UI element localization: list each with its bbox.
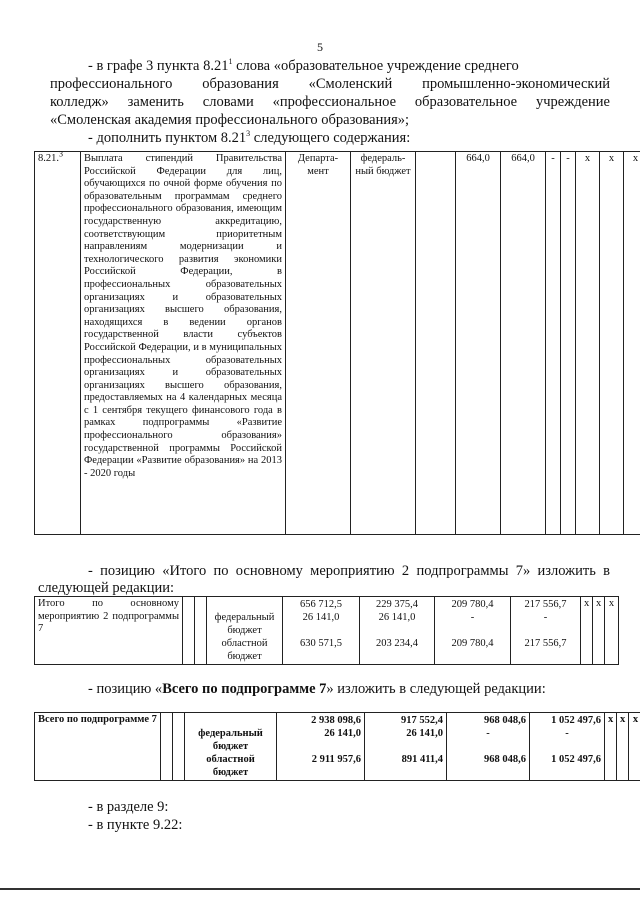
position2-caption-a: - позицию «Итого по основному мероприятию 2 подпрограммы 7» изложить в [88, 563, 610, 579]
total-sources [207, 597, 283, 665]
year2-federal: - [470, 612, 475, 623]
intro-line-4: «Смоленская академия профессионального образования»; [50, 112, 410, 128]
table-item-8-21-3 [34, 151, 640, 535]
intro-line-2: профессионального образования «Смоленский промышленно-экономический [50, 76, 610, 92]
total-all: 656 712,5 [300, 599, 342, 610]
year1-amounts [360, 597, 435, 665]
empty-cell [161, 713, 173, 781]
year2-amounts [435, 597, 511, 665]
empty-cell [173, 713, 185, 781]
position3-caption-c: » изложить в следующей редакции: [326, 681, 546, 697]
footer-line-section-9: - в разделе 9: [88, 799, 169, 815]
item-source: федераль-ный бюджет [351, 152, 416, 535]
intro-line-5 [88, 130, 410, 147]
grand-year3-all: 1 052 497,6 [551, 715, 601, 726]
year3-regional: 217 556,7 [524, 638, 567, 649]
intro-line-5-start: - дополнить пунктом 8.21 [88, 130, 247, 146]
year3-all: 217 556,7 [524, 599, 567, 610]
total-federal: 26 141,0 [302, 612, 340, 623]
year1-all: 229 375,4 [376, 599, 418, 610]
intro-line-1 [88, 58, 610, 75]
x-cell-3: х [629, 713, 640, 781]
grand-total-all: 2 938 098,6 [311, 715, 361, 726]
source-federal: федеральный бюджет [198, 728, 263, 752]
grand-year3-federal: - [565, 728, 569, 739]
grand-totals [277, 713, 365, 781]
grand-year1-regional: 891 411,4 [401, 754, 443, 765]
footer-line-item-9-22: - в пункте 9.22: [88, 817, 183, 833]
grand-year3-regional: 1 052 497,6 [551, 754, 601, 765]
year3-federal: - [543, 612, 548, 623]
x-cell-3: х [605, 597, 619, 665]
total-regional: 630 571,5 [300, 638, 342, 649]
position3-caption [88, 681, 546, 698]
table-row [35, 597, 619, 665]
item-number-sup: 3 [59, 149, 63, 159]
year3-amounts [511, 597, 581, 665]
x-cell-2: х [617, 713, 629, 781]
source-regional: областной бюджет [221, 638, 268, 662]
item-year1: 664,0 [501, 152, 546, 535]
table-total-subprogram-7 [34, 712, 640, 781]
item-number [35, 149, 81, 535]
empty-cell [183, 597, 195, 665]
item-year2: - [546, 152, 561, 535]
item-x3: х [624, 152, 640, 535]
page-bottom-rule [0, 888, 640, 890]
year2-regional: 209 780,4 [451, 638, 494, 649]
grand-sources [185, 713, 277, 781]
grand-total-federal: 26 141,0 [324, 728, 361, 739]
intro-line-1-end: слова «образовательное учреждение среднего [232, 58, 519, 74]
total-amounts [283, 597, 360, 665]
table-row [35, 152, 640, 535]
source-federal: федеральный бюджет [214, 612, 275, 636]
grand-year2 [447, 713, 530, 781]
year1-federal: 26 141,0 [378, 612, 416, 623]
intro-line-5-sup: 3 [246, 129, 251, 139]
grand-year2-all: 968 048,6 [484, 715, 526, 726]
item-x2: х [600, 152, 624, 535]
x-cell-1: х [605, 713, 617, 781]
table-total-main-2 [34, 596, 619, 665]
table-row [35, 713, 640, 781]
grand-year2-federal: - [486, 728, 490, 739]
item-year3: - [561, 152, 576, 535]
intro-line-3: колледж» заменить словами «профессиональное образовательное учреждение [50, 94, 610, 110]
intro-line-1-start: - в графе 3 пункта 8.21 [88, 58, 229, 74]
position3-caption-a: - позицию « [88, 681, 163, 697]
grand-total-regional: 2 911 957,6 [311, 754, 361, 765]
x-cell-2: х [593, 597, 605, 665]
grand-year3 [530, 713, 605, 781]
intro-line-5-end: следующего содержания: [250, 130, 411, 146]
intro-line-1-sup: 1 [228, 57, 233, 67]
empty-cell [416, 152, 456, 535]
item-x1: х [576, 152, 600, 535]
item-number-text: 8.21. [38, 153, 59, 164]
year2-all: 209 780,4 [451, 599, 494, 610]
grand-year1-federal: 26 141,0 [406, 728, 443, 739]
item-total: 664,0 [456, 152, 501, 535]
grand-title: Всего по подпрограмме 7 [35, 713, 161, 781]
total-title: Итого по основному мероприятию 2 подпрограммы 7 [35, 597, 183, 665]
item-description: Выплата стипендий Правительства Российской Федерации для лиц, обучающихся по очной форме обучения по образовательным программам среднего профессионального образования, имеющим государственную аккредитацию, соответствующим приоритетным направлениям модернизации и технологического развития экономики Российской Федерации, в профессиональных образовательных организациях и образовательных организациях высшего образования, находящихся в ведении органов государственной власти субъектов Российской Федерации, и в муниципальных профессиональных образовательных организациях и образовательных организациях высшего образования, предоставляемых на 4 календарных месяца с 1 сентября текущего финансового года в рамках подпрограммы «Развитие профессионального образования» государственной программы Российской Федерации «Развитие образования» на 2013 - 2020 годы [81, 152, 286, 535]
x-cell-1: х [581, 597, 593, 665]
source-regional: областной бюджет [206, 754, 255, 778]
item-executor: Департа-мент [286, 152, 351, 535]
grand-year1 [365, 713, 447, 781]
year1-regional: 203 234,4 [376, 638, 418, 649]
grand-year1-all: 917 552,4 [401, 715, 443, 726]
position3-caption-bold: Всего по подпрограмме 7 [162, 681, 327, 697]
empty-cell [195, 597, 207, 665]
grand-year2-regional: 968 048,6 [484, 754, 526, 765]
position2-caption-b: следующей редакции: [38, 580, 175, 596]
page-number: 5 [317, 40, 323, 54]
